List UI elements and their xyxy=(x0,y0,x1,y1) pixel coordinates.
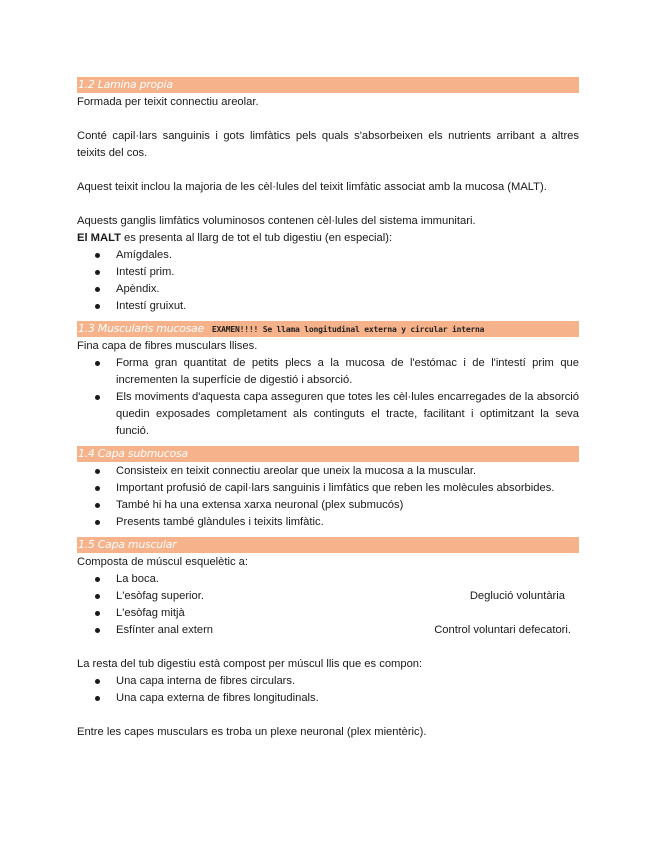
paragraph: Composta de múscul esquelètic a: xyxy=(77,556,249,568)
list-item: Important profusió de capil·lars sanguinis i limfàtics que reben les molècules absorbides. xyxy=(77,480,579,497)
list-item-text: L'esòfag mitjà xyxy=(116,607,185,619)
paragraph-text: es presenta al llarg de tot el tub digestiu (en especial): xyxy=(120,232,393,244)
paragraph: Aquests ganglis limfàtics voluminosos contenen cèl·lules del sistema immunitari. xyxy=(77,215,476,227)
list-item-note: Control voluntari defecatori. xyxy=(434,624,571,636)
list-item: Intestí gruixut. xyxy=(77,298,579,315)
paragraph: La resta del tub digestiu està compost per múscul llis que es compon: xyxy=(77,658,423,670)
list-item xyxy=(77,605,579,622)
list-item: També hi ha una extensa xarxa neuronal (plex submucós) xyxy=(77,497,579,514)
list-item: Una capa interna de fibres circulars. xyxy=(77,673,579,690)
bold-term: El MALT xyxy=(77,232,121,244)
list-item: Intestí prim. xyxy=(77,264,579,281)
section-title: 1.3 Muscularis mucosae xyxy=(78,322,204,335)
bullet-list xyxy=(77,247,579,315)
list-item-text: L'esòfag superior. xyxy=(116,590,204,602)
bullet-list xyxy=(77,463,579,531)
section-title: 1.4 Capa submucosa xyxy=(78,447,188,460)
list-item xyxy=(77,622,579,639)
list-item xyxy=(77,588,579,605)
list-item: Forma gran quantitat de petits plecs a la mucosa de l'estómac i de l'intestí prim que incrementen la superfície de digestió i absorció. xyxy=(77,355,579,389)
bullet-list xyxy=(77,673,579,707)
paragraph: Conté capil·lars sanguinis i gots limfàtics pels quals s'absorbeixen els nutrients arribant a altres teixits del cos. xyxy=(77,130,579,159)
list-item-note: Deglució voluntària xyxy=(469,590,565,602)
paragraph: Aquest teixit inclou la majoria de les cèl·lules del teixit limfàtic associat amb la mucosa (MALT). xyxy=(77,181,547,193)
section-header-capa-submucosa xyxy=(77,446,579,462)
bullet-list xyxy=(77,355,579,440)
exam-note: EXAMEN!!!! Se llama longitudinal externa y circular interna xyxy=(211,325,485,334)
section-title: 1.5 Capa muscular xyxy=(78,538,177,551)
list-item xyxy=(77,571,579,588)
paragraph xyxy=(77,230,579,247)
list-item: Consisteix en teixit connectiu areolar que uneix la mucosa a la muscular. xyxy=(77,463,579,480)
list-item: Amígdales. xyxy=(77,247,579,264)
paragraph: Entre les capes musculars es troba un plexe neuronal (plex mientèric). xyxy=(77,726,427,738)
section-header-capa-muscular xyxy=(77,537,579,553)
document-page xyxy=(77,77,579,741)
list-item: Apèndix. xyxy=(77,281,579,298)
section-header-muscularis-mucosae xyxy=(77,321,579,337)
section-title: 1.2 Lamina propia xyxy=(78,78,173,91)
list-item: Els moviments d'aquesta capa asseguren que totes les cèl·lules encarregades de la absorció quedin exposades completament als continguts el tracte, facilitant i optimitzant la seva funció. xyxy=(77,389,579,440)
bullet-list xyxy=(77,571,579,639)
list-item: Presents també glàndules i teixits limfàtic. xyxy=(77,514,579,531)
paragraph: Fina capa de fibres musculars llises. xyxy=(77,340,258,352)
list-item-text: La boca. xyxy=(116,573,159,585)
section-header-lamina-propia xyxy=(77,77,579,93)
paragraph: Formada per teixit connectiu areolar. xyxy=(77,96,259,108)
list-item-text: Esfínter anal extern xyxy=(116,624,214,636)
list-item: Una capa externa de fibres longitudinals. xyxy=(77,690,579,707)
